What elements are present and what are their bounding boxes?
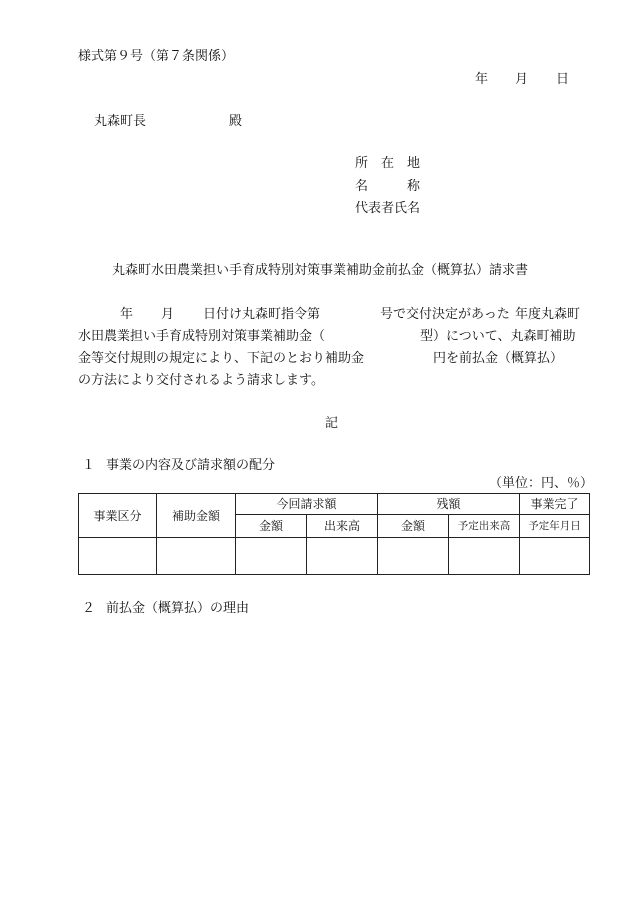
header-konkai-seikyu: 今回請求額 xyxy=(236,494,378,515)
body-fiscal-year: 年度丸森町 xyxy=(515,307,581,322)
address-label: 所 在 地 xyxy=(355,156,421,171)
body-line3-b: 円を前払金（概算払） xyxy=(433,351,564,366)
body-line3-a: 金等交付規則の規定により、下記のとおり補助金 xyxy=(78,351,365,366)
addressee-honorific: 殿 xyxy=(229,114,243,129)
date-day: 日 xyxy=(556,72,570,87)
cell-konkai-kingaku[interactable] xyxy=(236,538,307,575)
table-row xyxy=(79,538,590,575)
section-1-title: 事業の内容及び請求額の配分 xyxy=(106,458,276,473)
body-day-reference: 日付け丸森町指令第 xyxy=(203,307,321,322)
subheader-kingaku-2: 金額 xyxy=(378,515,449,538)
subheader-dekidaka: 出来高 xyxy=(307,515,378,538)
subheader-kingaku-1: 金額 xyxy=(236,515,307,538)
addressee-title: 丸森町長 xyxy=(94,114,147,129)
section-1-number: １ xyxy=(82,458,96,473)
cell-kanryo-yotei[interactable] xyxy=(520,538,590,575)
cell-konkai-dekidaka[interactable] xyxy=(307,538,378,575)
section-2-title: 前払金（概算払）の理由 xyxy=(106,601,250,616)
body-line4: の方法により交付されるよう請求します。 xyxy=(78,373,324,388)
subheader-yotei-dekidaka: 予定出来高 xyxy=(449,515,520,538)
header-jigyo-kubun: 事業区分 xyxy=(79,494,157,538)
table-header-row-1 xyxy=(79,494,590,515)
cell-zan-yotei-dekidaka[interactable] xyxy=(449,538,520,575)
header-zangaku: 残額 xyxy=(378,494,520,515)
header-kanryo-1: 事業完了 xyxy=(520,494,590,515)
body-line2-b: 型）について、丸森町補助 xyxy=(420,329,576,344)
header-kanryo-2: 予定年月日 xyxy=(520,515,590,538)
header-hojokin-gaku: 補助金額 xyxy=(157,494,236,538)
cell-zan-kingaku[interactable] xyxy=(378,538,449,575)
ki-label: 記 xyxy=(325,416,339,431)
date-year: 年 xyxy=(475,72,489,87)
section-2-number: ２ xyxy=(82,601,96,616)
body-line2-a: 水田農業担い手育成特別対策事業補助金（ xyxy=(78,329,326,344)
document-title: 丸森町水田農業担い手育成特別対策事業補助金前払金（概算払）請求書 xyxy=(112,263,529,278)
body-year: 年 xyxy=(120,307,134,322)
body-month: 月 xyxy=(161,307,175,322)
cell-hojokin-gaku[interactable] xyxy=(157,538,236,575)
date-month: 月 xyxy=(515,72,529,87)
cell-jigyo-kubun[interactable] xyxy=(79,538,157,575)
representative-label: 代表者氏名 xyxy=(355,201,421,216)
body-decision: 号で交付決定があった xyxy=(380,307,510,322)
allocation-table xyxy=(78,493,590,575)
form-number: 様式第９号（第７条関係） xyxy=(78,49,235,64)
name-label: 名 称 xyxy=(355,179,421,194)
unit-note: （単位：円、％） xyxy=(489,476,594,491)
